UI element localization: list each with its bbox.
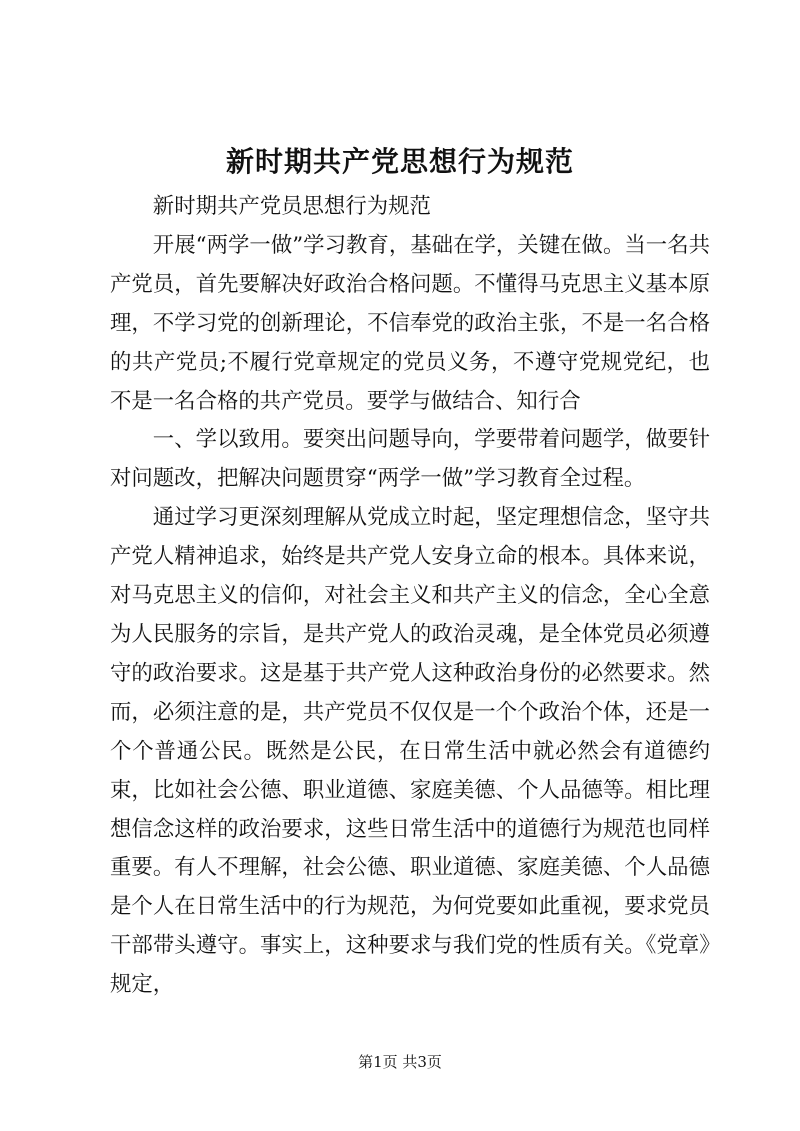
page-number: 第1页 共3页 [358,1053,442,1071]
paragraph-subtitle: 新时期共产党员思想行为规范 [152,194,431,219]
document-body [110,188,710,1005]
paragraph-point-one: 一、学以致用。要突出问题导向，学要带着问题学，做要针对问题改，把解决问题贯穿“两学一做”学习教育全过程。 [110,427,710,492]
paragraph-explanation: 通过学习更深刻理解从党成立时起，坚定理想信念，坚守共产党人精神追求，始终是共产党人安身立命的根本。具体来说，对马克思主义的信仰，对社会主义和共产主义的信念，全心全意为人民服务的宗旨，是共产党人的政治灵魂，是全体党员必须遵守的政治要求。这是基于共产党人这种政治身份的必然要求。然而，必须注意的是，共产党员不仅仅是一个个政治个体，还是一个个普通公民。既然是公民，在日常生活中就必然会有道德约束，比如社会公德、职业道德、家庭美德、个人品德等。相比理想信念这样的政治要求，这些日常生活中的道德行为规范也同样重要。有人不理解，社会公德、职业道德、家庭美德、个人品德是个人在日常生活中的行为规范，为何党要如此重视，要求党员干部带头遵守。事实上，这种要求与我们党的性质有关。《党章》规定， [110,505,710,998]
document-title: 新时期共产党思想行为规范 [225,145,574,178]
paragraph-intro: 开展“两学一做”学习教育，基础在学，关键在做。当一名共产党员，首先要解决好政治合格问题。不懂得马克思主义基本原理，不学习党的创新理论，不信奉党的政治主张，不是一名合格的共产党员;不履行党章规定的党员义务，不遵守党规党纪，也不是一名合格的共产党员。要学与做结合、知行合 [110,232,710,414]
